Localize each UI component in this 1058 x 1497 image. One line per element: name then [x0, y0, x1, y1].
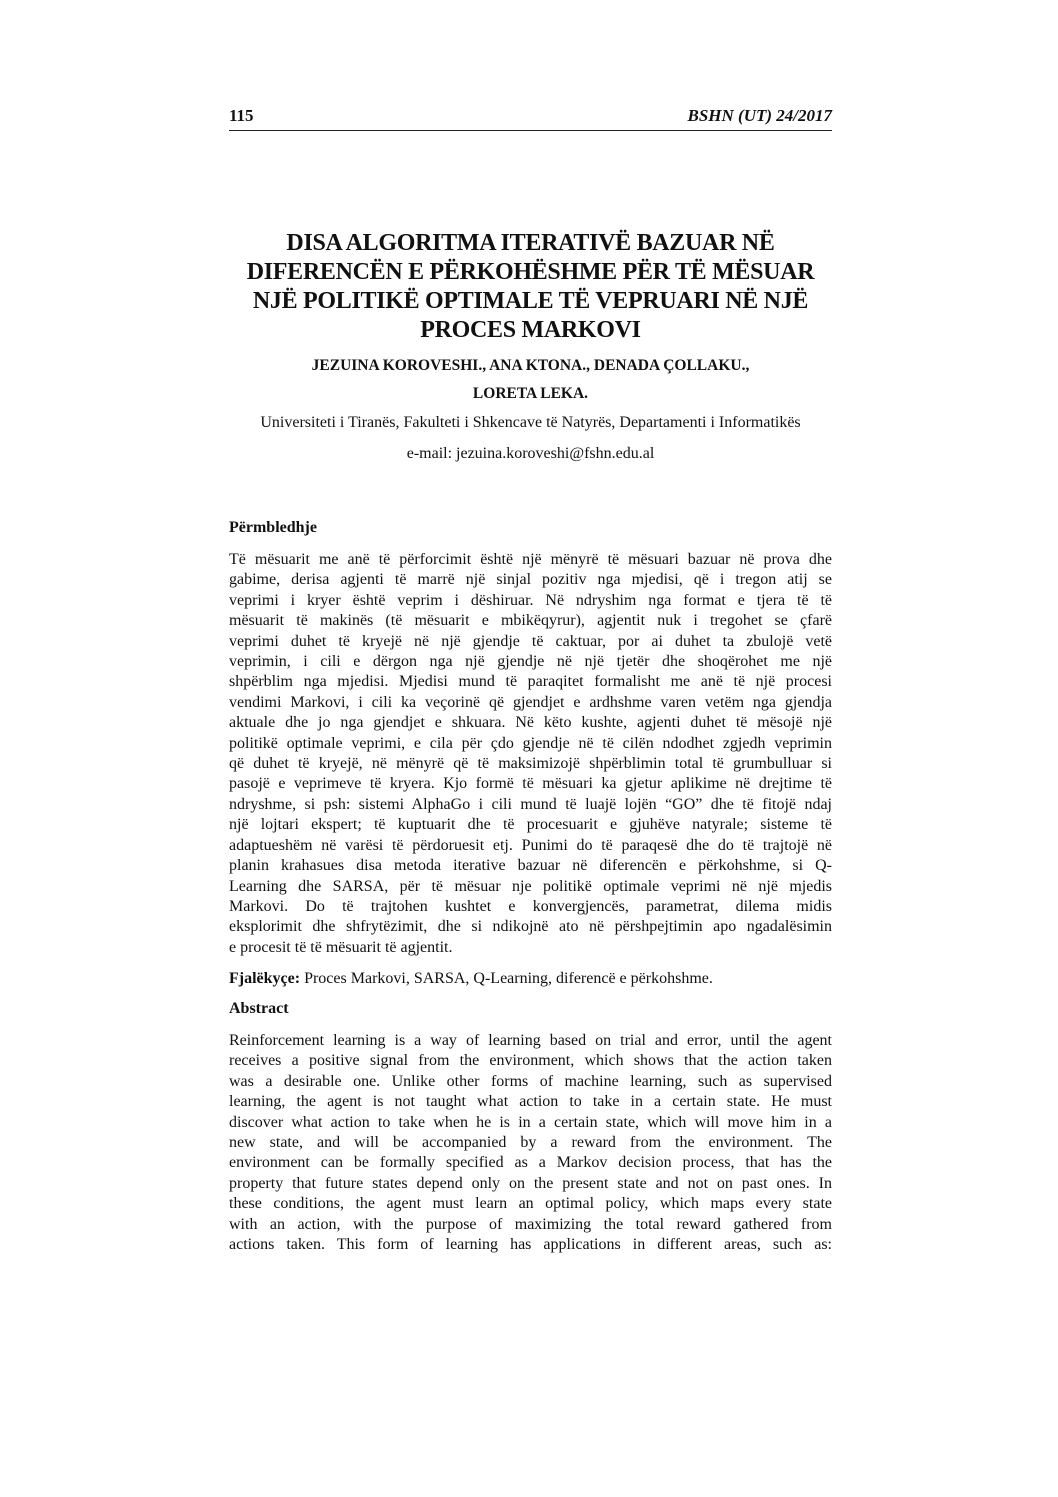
abstract-line: learning, the agent is not taught what action to take in a certain state. He must: [229, 1093, 832, 1111]
summary-line: veprimin, i cili e dërgon nga një gjendje në një tjetër dhe shoqërohet me një: [229, 653, 832, 671]
abstract-line: was a desirable one. Unlike other forms of machine learning, such as supervised: [229, 1072, 832, 1090]
abstract-line: actions taken. This form of learning has applications in different areas, such as:: [229, 1236, 832, 1254]
summary-line: planin krahasues disa metoda iterative bazuar në diferencën e përkohshme, si Q-: [229, 857, 832, 875]
summary-line: gabime, derisa agjenti të marrë një sinjal pozitiv nga mjedisi, që i tregon atij se: [229, 571, 832, 589]
summary-line: Markovi. Do të trajtohen kushtet e konvergjencës, parametrat, dilema midis: [229, 897, 832, 915]
abstract-paragraph: [229, 1031, 832, 1255]
summary-line: Learning dhe SARSA, për të mësuar nje politikë optimale veprimi në një mjedis: [229, 877, 832, 895]
keywords: [229, 970, 832, 988]
abstract-line: discover what action to take when he is in a certain state, which will move him in a: [229, 1113, 832, 1131]
page-number: 115: [229, 106, 254, 125]
summary-line: ndryshme, si psh: sistemi AlphaGo i cili mund të luajë lojën “GO” dhe të fitojë ndaj: [229, 795, 832, 813]
abstract-heading: Abstract: [229, 1000, 289, 1017]
abstract-line: with an action, with the purpose of maximizing the total reward gathered from: [229, 1215, 832, 1233]
summary-line: pasojë e veprimeve të kryera. Kjo formë të mësuari ka gjetur aplikime në drejtime të: [229, 775, 832, 793]
author-email: e-mail: jezuina.koroveshi@fshn.edu.al: [406, 445, 655, 462]
summary-line: Të mësuarit me anë të përforcimit është një mënyrë të mësuari bazuar në prova dhe: [229, 551, 832, 568]
title-line: PROCES MARKOVI: [420, 317, 641, 343]
affiliation: Universiteti i Tiranës, Fakulteti i Shkencave të Natyrës, Departamenti i Informatikës: [260, 414, 801, 431]
summary-line: që duhet të kryejë, në mënyrë që të maksimizojë shpërblimin total të grumbulluar si: [229, 755, 832, 773]
abstract-line: receives a positive signal from the environment, which shows that the action taken: [229, 1052, 832, 1070]
keywords-list: Proces Markovi, SARSA, Q-Learning, diferencë e përkohshme.: [300, 970, 713, 987]
summary-line: shpërblim nga mjedisi. Mjedisi mund të paraqitet formalisht me anë të një procesi: [229, 673, 832, 691]
paper-title: [229, 229, 832, 345]
authors-line: JEZUINA KOROVESHI., ANA KTONA., DENADA ÇOLLAKU.,: [311, 357, 750, 374]
summary-line: politikë optimale veprimi, e cila për çdo gjendje në të cilën ndodhet zgjedh veprimin: [229, 734, 832, 752]
summary-heading: Përmbledhje: [229, 519, 317, 536]
summary-line: veprimi duhet të kryejë në një gjendje të caktuar, por ai duhet ta zbulojë vetë: [229, 632, 832, 650]
summary-line: një lojtari ekspert; të kuptuarit dhe të procesuarit e gjuhëve natyrale; sisteme të: [229, 816, 832, 834]
journal-reference: BSHN (UT) 24/2017: [687, 106, 832, 125]
abstract-line: environment can be formally specified as a Markov decision process, that has the: [229, 1154, 832, 1172]
keywords-label: Fjalëkyçe:: [229, 970, 301, 987]
authors-line: LORETA LEKA.: [472, 385, 589, 402]
abstract-line: property that future states depend only on the present state and not on past ones. In: [229, 1174, 832, 1192]
summary-line: mësuarit të makinës (të mësuarit e mbikëqyrur), agjentit nuk i tregohet se çfarë: [229, 612, 832, 630]
summary-line: adaptueshëm në varësi të përdoruesit etj. Punimi do të paraqesë dhe do të trajtojë në: [229, 836, 832, 854]
summary-line: aktuale dhe jo nga gjendjet e shkuara. Në këto kushte, agjenti duhet të mësojë një: [229, 714, 832, 732]
abstract-line: these conditions, the agent must learn an optimal policy, which maps every state: [229, 1195, 832, 1213]
abstract-line: new state, and will be accompanied by a reward from the environment. The: [229, 1134, 832, 1152]
title-line: NJË POLITIKË OPTIMALE TË VEPRUARI NË NJË: [252, 288, 809, 314]
summary-line: e procesit të të mësuarit të agjentit.: [229, 938, 453, 956]
summary-paragraph: [229, 550, 832, 958]
title-line: DIFERENCËN E PËRKOHËSHME PËR TË MËSUAR: [246, 259, 815, 285]
summary-line: eksplorimit dhe shfrytëzimit, dhe si ndikojnë ato në përshpejtimin apo ngadalësimin: [229, 918, 832, 936]
running-head: [229, 104, 832, 131]
title-line: DISA ALGORITMA ITERATIVË BAZUAR NË: [286, 230, 775, 256]
summary-line: veprimi i kryer është veprim i dëshiruar. Në ndryshim nga format e tjera të të: [229, 591, 832, 609]
abstract-line: Reinforcement learning is a way of learning based on trial and error, until the agent: [229, 1032, 832, 1049]
summary-line: vendimi Markovi, i cili ka veçorinë që gjendjet e ardhshme varen vetëm nga gjendja: [229, 693, 832, 711]
